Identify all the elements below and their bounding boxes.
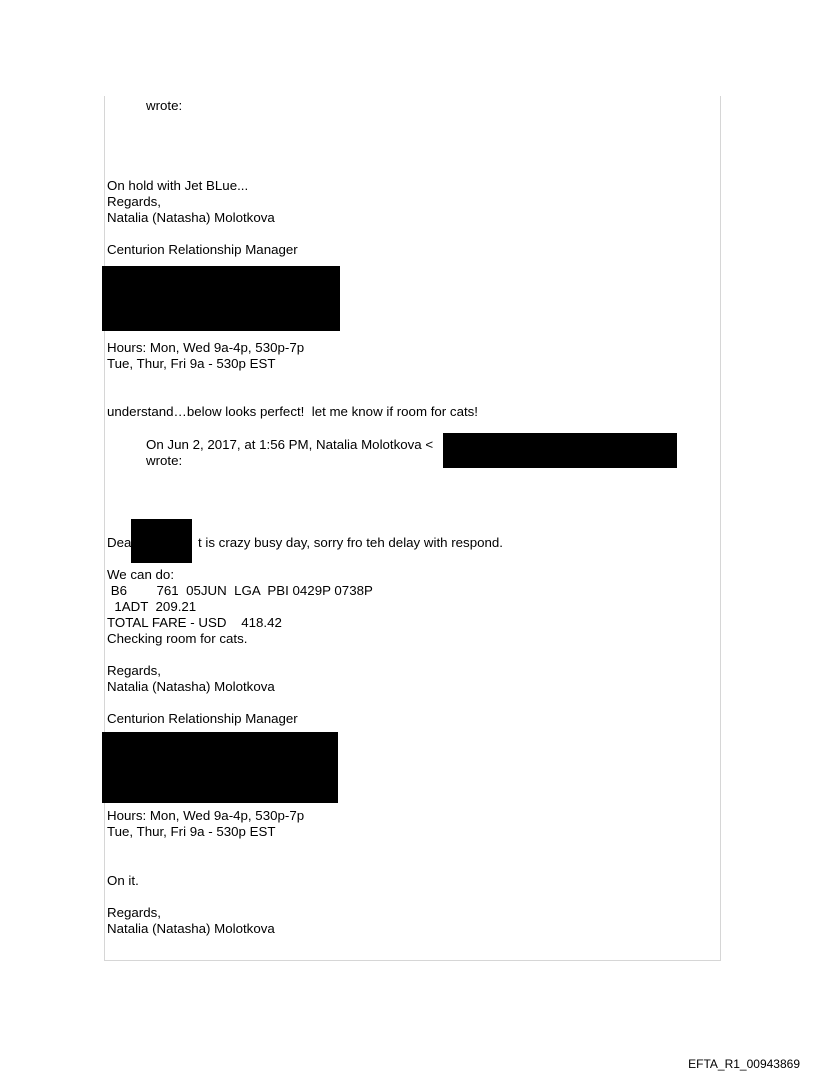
flight-line: B6 761 05JUN LGA PBI 0429P 0738P	[107, 583, 373, 598]
greeting-start: Dea	[107, 535, 132, 550]
redaction-block	[443, 433, 677, 468]
message-text: On it.	[107, 873, 139, 888]
signature-hours: Tue, Thur, Fri 9a - 530p EST	[107, 356, 276, 371]
message-text: On hold with Jet BLue...	[107, 178, 249, 193]
message-text: understand…below looks perfect! let me know if room for cats!	[107, 404, 479, 419]
total-fare-line: TOTAL FARE - USD 418.42	[107, 615, 282, 630]
message-text: Checking room for cats.	[107, 631, 248, 646]
document-id: EFTA_R1_00943869	[688, 1057, 800, 1071]
signature-hours: Tue, Thur, Fri 9a - 530p EST	[107, 824, 276, 839]
signature-hours: Hours: Mon, Wed 9a-4p, 530p-7p	[107, 808, 305, 823]
signature-title: Centurion Relationship Manager	[107, 242, 298, 257]
signature-hours: Hours: Mon, Wed 9a-4p, 530p-7p	[107, 340, 305, 355]
signature-name: Natalia (Natasha) Molotkova	[107, 921, 275, 936]
signature-name: Natalia (Natasha) Molotkova	[107, 679, 275, 694]
redaction-block	[102, 266, 340, 331]
redaction-block	[102, 732, 338, 803]
signature-regards: Regards,	[107, 663, 161, 678]
quoted-wrote-label: wrote:	[146, 98, 183, 113]
message-text: t is crazy busy day, sorry fro teh delay with respond.	[198, 535, 503, 550]
signature-regards: Regards,	[107, 905, 161, 920]
quote-header: On Jun 2, 2017, at 1:56 PM, Natalia Molotkova <	[146, 437, 434, 452]
message-text: We can do:	[107, 567, 175, 582]
fare-line: 1ADT 209.21	[107, 599, 197, 614]
signature-name: Natalia (Natasha) Molotkova	[107, 210, 275, 225]
signature-regards: Regards,	[107, 194, 161, 209]
quoted-wrote-label: wrote:	[146, 453, 183, 468]
redaction-block	[131, 519, 192, 563]
signature-title: Centurion Relationship Manager	[107, 711, 298, 726]
